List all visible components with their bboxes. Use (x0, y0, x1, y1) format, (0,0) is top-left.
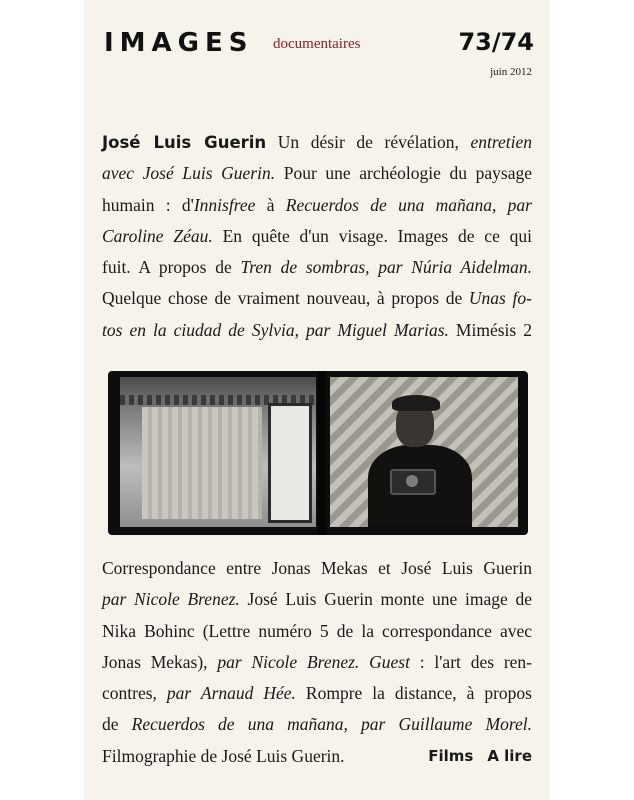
issue-date: juin 2012 (490, 66, 532, 78)
article-title: à (255, 194, 286, 215)
contents-line (102, 709, 532, 740)
photographer-figure (360, 385, 480, 527)
contents-line (102, 158, 532, 189)
article-credit: Recuerdos de una mañana, par (285, 194, 532, 215)
contents-line (102, 221, 532, 252)
tag-films: Films (428, 746, 474, 765)
masthead (104, 28, 534, 88)
tag-a-lire: A lire (487, 746, 532, 765)
contents-line (102, 283, 532, 314)
contents-line (102, 741, 532, 772)
camera-icon (390, 469, 436, 495)
contents-line (102, 127, 532, 158)
wallpaper-wall (142, 407, 262, 519)
article-title: Un désir de révélation, (277, 132, 459, 152)
article-credit: Unas fo- (468, 288, 532, 309)
film-title: Innisfree (193, 194, 256, 215)
article-title: contres, (102, 683, 167, 704)
article-credit: Tren de sombras, par Núria Aidelman. (240, 257, 532, 278)
magazine-cover (84, 0, 550, 800)
article-credit: par Nicole Brenez. Guest (217, 651, 410, 672)
contents-lower (102, 553, 532, 772)
article-title: Correspondance entre Jonas Mekas et José Luis Guerin (102, 558, 532, 578)
contents-line (102, 584, 532, 615)
photo-frame-portrait (330, 377, 518, 527)
article-title: Jonas Mekas), (102, 651, 218, 672)
article-title: Mimésis 2 (455, 319, 532, 340)
article-title: José Luis Guerin monte une image de (247, 589, 533, 610)
article-title: Pour une archéologie du paysage (283, 163, 533, 184)
article-credit: par Arnaud Hée. (166, 683, 296, 704)
article-title: Nika Bohinc (Lettre numéro 5 de la correspondance avec (102, 620, 532, 641)
contents-line (102, 553, 532, 584)
article-credit: avec José Luis Guerin. (102, 163, 276, 184)
article-credit: par Nicole Brenez. (102, 589, 240, 610)
article-title: Quelque chose de vraiment nouveau, à propos de (102, 288, 469, 309)
article-credit: entretien (470, 132, 533, 152)
contents-line (102, 190, 532, 221)
filmography-title: Filmographie de José Luis Guerin. (102, 745, 345, 766)
contents-upper (102, 127, 532, 346)
article-title: humain : d' (102, 194, 194, 215)
camera-lens (406, 475, 418, 487)
article-credit: Caroline Zéau. (102, 225, 213, 246)
contents-line (102, 252, 532, 283)
film-frame-divider (318, 371, 326, 535)
article-title: Rompre la distance, à propos (295, 683, 532, 704)
doorway (268, 403, 312, 523)
magazine-logo: IMAGES (104, 28, 254, 58)
article-credit: tos en la ciudad de Sylvia, par Miguel Marias. (102, 319, 449, 340)
section-tags (414, 741, 532, 772)
issue-number: 73/74 (458, 28, 534, 56)
contents-line (102, 678, 532, 709)
article-title: En quête d'un visage. Images de ce qui (222, 225, 532, 246)
cap (392, 395, 440, 411)
contents-line (102, 315, 532, 346)
contents-line (102, 647, 532, 678)
article-credit: Recuerdos de una mañana, par Guillaume Morel. (131, 714, 532, 735)
photo-frame-interior (120, 377, 316, 527)
article-title: de (102, 714, 132, 735)
cover-photo (108, 371, 528, 535)
contents-line (102, 616, 532, 647)
article-title: : l'art des ren- (409, 651, 533, 672)
magazine-subtitle: documentaires (273, 36, 361, 52)
featured-name: José Luis Guerin (102, 133, 267, 152)
article-title: fuit. A propos de (102, 257, 241, 278)
